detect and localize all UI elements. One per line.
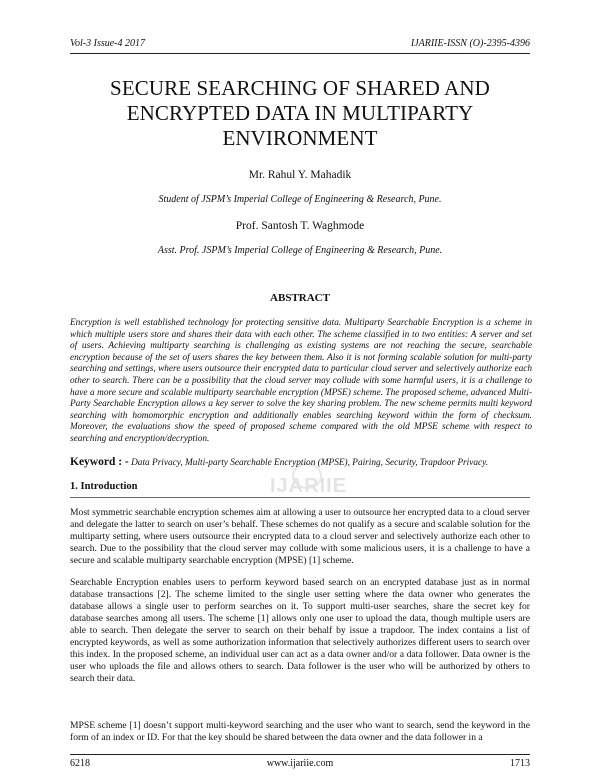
abstract-text: Encryption is well established technology for protecting sensitive data. Multiparty Searchable Encryption is a scheme in which multiple users store and shares their data with each other. The scheme classified in to two entities: A server and set of users. Achieving multiparty searching is challenging as existing systems are not reaching the secure, searchable encryption because of the set of users shares the key between them. Also it is not forming scalable solution for multi-party searching and settings, where users outsource their encrypted data to particular cloud server and selectively authorize each other to search. There can be a possibility that the cloud server may collude with some harmful users, it is a challenge to have a more secure and scalable multiparty searchable encryption (MPSE) scheme. The proposed scheme, advanced Multi-Party Searchable Encryption allows a key server to solve the key sharing problem. The new scheme permits multi keyword searching with homomorphic encryption and additionally enables searching keyword within the form of checksum. Moreover, the evaluations show the speed of proposed scheme compared with the old MPSE scheme with respect to searching and encryption/decryption. bbox=[70, 318, 532, 444]
watermark-logo bbox=[270, 463, 348, 497]
journal-website: www.ijariie.com bbox=[266, 758, 334, 769]
keywords-text: Data Privacy, Multi-party Searchable Encryption (MPSE), Pairing, Security, Trapdoor Privacy. bbox=[131, 458, 489, 468]
keywords bbox=[70, 456, 540, 468]
journal-volume: Vol-3 Issue-4 2017 bbox=[70, 38, 145, 49]
paper-title: SECURE SEARCHING OF SHARED AND ENCRYPTED DATA IN MULTIPARTY ENVIRONMENT bbox=[110, 76, 490, 150]
section-heading: 1. Introduction bbox=[70, 481, 138, 492]
body-paragraph: MPSE scheme [1] doesn’t support multi-keyword searching and the user who want to search, send the keyword in the form of an index or ID. For that the key should be shared between the data owner and the data follower in a bbox=[70, 720, 530, 743]
author-affiliation: Student of JSPM’s Imperial College of Engineering & Research, Pune. bbox=[158, 194, 442, 205]
author-affiliation: Asst. Prof. JSPM’s Imperial College of Engineering & Research, Pune. bbox=[157, 245, 443, 256]
author-name: Prof. Santosh T. Waghmode bbox=[235, 220, 365, 232]
paper-id: 6218 bbox=[70, 758, 90, 769]
abstract-heading: ABSTRACT bbox=[270, 292, 330, 304]
body-paragraph: Searchable Encryption enables users to perform keyword based search on an encrypted database just as in normal database transactions [2]. The scheme limited to the single user setting where the data owner who generates the database allows a single user to perform searches on it. To support multi-user searches, share the secret key for database searches among all users. The scheme [1] allows only one user to upload the data, though multiple users are able to search. Then delegate the server to search on their behalf by issue a trapdoor. The index contains a list of encrypted keywords, as well as some authorization information that selectively authorizes different users to search over this index. In the proposed scheme, an individual user can act as a data owner and/or a data follower. Data owner is the user who uploads the file and allows others to search. Data follower is the user who will be authorized by others to search their data. bbox=[70, 577, 530, 684]
watermark-text: IJARIIE bbox=[270, 475, 348, 497]
footer-divider bbox=[70, 754, 530, 755]
header-divider bbox=[70, 53, 530, 54]
section-divider bbox=[70, 497, 530, 498]
body-paragraph: Most symmetric searchable encryption schemes aim at allowing a user to outsource her encrypted data to a cloud server and delegate the latter to search on user’s behalf. These schemes do not qualify as a secure and scalable solution for the multiparty setting, where users outsource their encrypted data to a cloud server and selectively authorize each other to search. Due to the possibility that the cloud server may collude with some malicious users, it is a challenge to have a secure and scalable multiparty searchable encryption (MPSE) [1] scheme. bbox=[70, 507, 530, 566]
journal-issn: IJARIIE-ISSN (O)-2395-4396 bbox=[410, 38, 530, 49]
keywords-label: Keyword : - bbox=[70, 456, 129, 468]
author-name: Mr. Rahul Y. Mahadik bbox=[248, 169, 352, 181]
page-number: 1713 bbox=[510, 758, 530, 769]
